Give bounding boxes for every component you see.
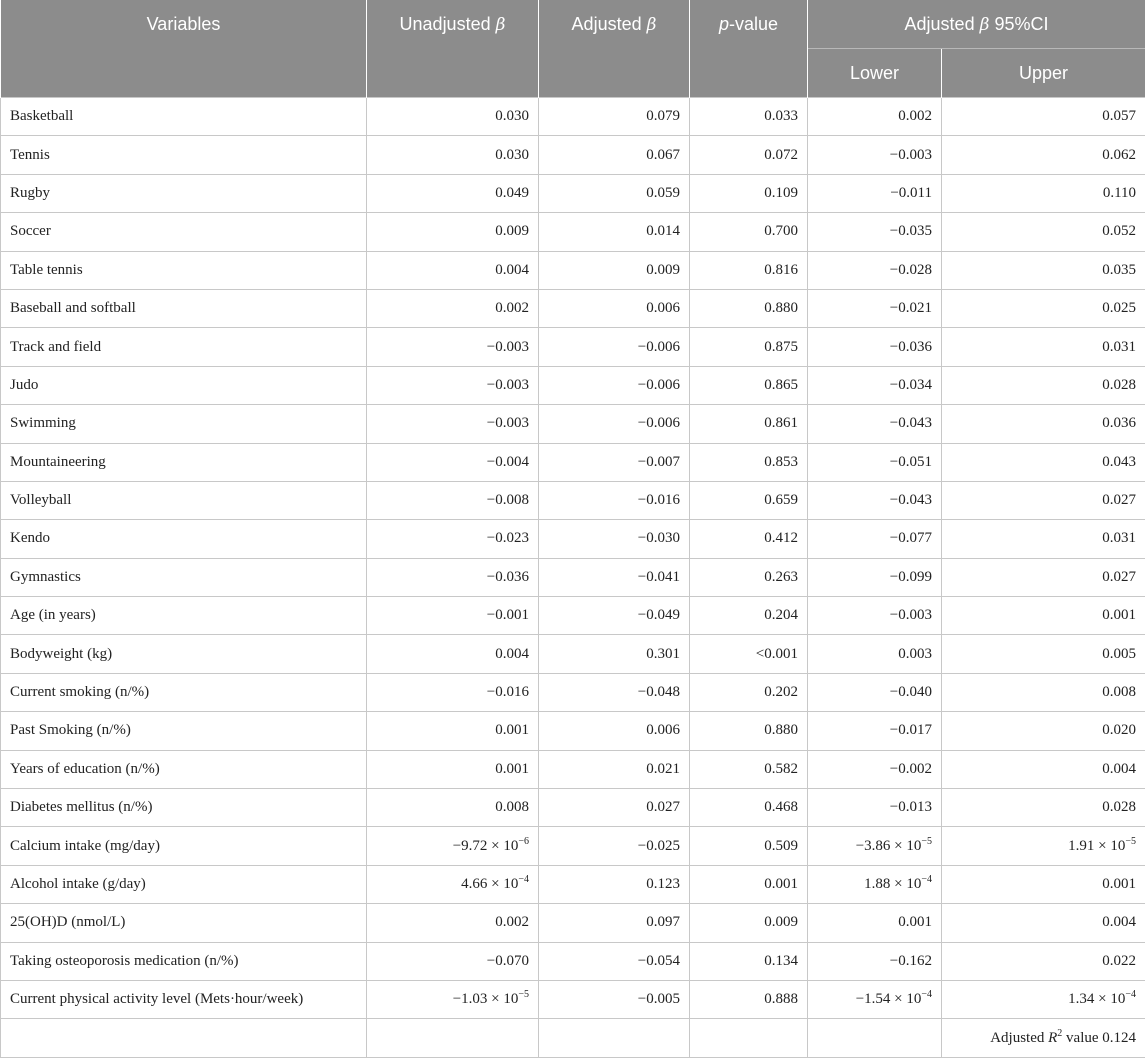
- cell-variable: Current smoking (n/%): [1, 673, 367, 711]
- cell-variable: Swimming: [1, 405, 367, 443]
- cell-variable: Volleyball: [1, 481, 367, 519]
- cell-ci-upper: 0.031: [942, 520, 1145, 558]
- cell-p-value: 0.509: [690, 827, 808, 865]
- cell-ci-lower: −0.043: [808, 481, 942, 519]
- cell-adjusted-beta: 0.059: [539, 174, 690, 212]
- cell-ci-upper: 0.031: [942, 328, 1145, 366]
- cell-p-value: 0.204: [690, 597, 808, 635]
- cell-variable: Past Smoking (n/%): [1, 712, 367, 750]
- cell-ci-upper: 0.005: [942, 635, 1145, 673]
- cell-unadjusted-beta: 0.009: [367, 213, 539, 251]
- cell-unadjusted-beta: −0.001: [367, 597, 539, 635]
- table-row: [1, 750, 1145, 788]
- cell-variable: Judo: [1, 366, 367, 404]
- cell-adjusted-beta: 0.067: [539, 136, 690, 174]
- cell-ci-upper: 0.001: [942, 597, 1145, 635]
- table-header: [1, 0, 1145, 98]
- cell-p-value: 0.880: [690, 289, 808, 327]
- cell-ci-lower: −0.040: [808, 673, 942, 711]
- cell-unadjusted-beta: 0.001: [367, 750, 539, 788]
- cell-variable: Mountaineering: [1, 443, 367, 481]
- cell-variable: Current physical activity level (Mets·hour/week): [1, 980, 367, 1018]
- cell-ci-lower: −0.077: [808, 520, 942, 558]
- table-row: [1, 865, 1145, 903]
- header-adjusted-beta: Adjusted β: [539, 0, 690, 98]
- cell-variable: Baseball and softball: [1, 289, 367, 327]
- cell-unadjusted-beta: 0.030: [367, 136, 539, 174]
- cell-adjusted-beta: −0.005: [539, 980, 690, 1018]
- header-variables: Variables: [1, 0, 367, 98]
- cell-unadjusted-beta: $-9.72 \times 10^{-6}$: [367, 827, 539, 865]
- cell-ci-lower: 0.001: [808, 904, 942, 942]
- cell-ci-upper: 0.057: [942, 98, 1145, 136]
- cell-variable: Diabetes mellitus (n/%): [1, 789, 367, 827]
- cell-unadjusted-beta: $-1.03 \times 10^{-5}$: [367, 980, 539, 1018]
- cell-adjusted-beta: −0.030: [539, 520, 690, 558]
- cell-adjusted-beta: 0.009: [539, 251, 690, 289]
- cell-adjusted-beta: 0.123: [539, 865, 690, 903]
- cell-ci-lower: 0.002: [808, 98, 942, 136]
- table-row: [1, 712, 1145, 750]
- footer-cell-empty: [539, 1019, 690, 1058]
- cell-ci-lower: −0.011: [808, 174, 942, 212]
- cell-ci-upper: $1.34 \times 10^{-4}$: [942, 980, 1145, 1018]
- beta-symbol: β: [646, 15, 657, 35]
- footer-cell-empty: [1, 1019, 367, 1058]
- cell-ci-upper: 0.008: [942, 673, 1145, 711]
- header-unadjusted-beta: Unadjusted β: [367, 0, 539, 98]
- cell-p-value: 0.009: [690, 904, 808, 942]
- cell-ci-lower: −0.021: [808, 289, 942, 327]
- cell-adjusted-beta: 0.021: [539, 750, 690, 788]
- table-row: [1, 673, 1145, 711]
- beta-symbol: β: [495, 15, 506, 35]
- cell-variable: Calcium intake (mg/day): [1, 827, 367, 865]
- cell-ci-upper: 0.022: [942, 942, 1145, 980]
- table-row: [1, 213, 1145, 251]
- cell-p-value: 0.861: [690, 405, 808, 443]
- cell-ci-lower: −0.043: [808, 405, 942, 443]
- cell-unadjusted-beta: 0.030: [367, 98, 539, 136]
- cell-ci-upper: 0.004: [942, 904, 1145, 942]
- cell-p-value: 0.109: [690, 174, 808, 212]
- table-footer-row: [1, 1019, 1145, 1058]
- cell-p-value: 0.865: [690, 366, 808, 404]
- cell-adjusted-beta: 0.301: [539, 635, 690, 673]
- table-row: [1, 597, 1145, 635]
- cell-unadjusted-beta: 0.004: [367, 635, 539, 673]
- cell-p-value: 0.888: [690, 980, 808, 1018]
- cell-variable: Basketball: [1, 98, 367, 136]
- cell-unadjusted-beta: −0.070: [367, 942, 539, 980]
- cell-variable: 25(OH)D (nmol/L): [1, 904, 367, 942]
- beta-symbol: β: [979, 14, 990, 35]
- cell-variable: Taking osteoporosis medication (n/%): [1, 942, 367, 980]
- table-row: [1, 827, 1145, 865]
- cell-adjusted-beta: 0.097: [539, 904, 690, 942]
- cell-unadjusted-beta: −0.004: [367, 443, 539, 481]
- cell-adjusted-beta: 0.014: [539, 213, 690, 251]
- cell-unadjusted-beta: 0.002: [367, 904, 539, 942]
- cell-unadjusted-beta: −0.003: [367, 405, 539, 443]
- cell-ci-upper: 0.028: [942, 789, 1145, 827]
- cell-p-value: <0.001: [690, 635, 808, 673]
- cell-ci-upper: 0.027: [942, 481, 1145, 519]
- cell-adjusted-beta: −0.048: [539, 673, 690, 711]
- cell-p-value: 0.202: [690, 673, 808, 711]
- cell-ci-upper: $1.91 \times 10^{-5}$: [942, 827, 1145, 865]
- cell-variable: Soccer: [1, 213, 367, 251]
- cell-p-value: 0.263: [690, 558, 808, 596]
- cell-unadjusted-beta: −0.023: [367, 520, 539, 558]
- cell-ci-lower: −0.051: [808, 443, 942, 481]
- header-adjusted-beta-ci: Adjusted β 95%CI: [808, 0, 1145, 49]
- cell-variable: Bodyweight (kg): [1, 635, 367, 673]
- table-row: [1, 789, 1145, 827]
- cell-unadjusted-beta: 0.049: [367, 174, 539, 212]
- cell-variable: Table tennis: [1, 251, 367, 289]
- cell-variable: Years of education (n/%): [1, 750, 367, 788]
- cell-ci-lower: −0.017: [808, 712, 942, 750]
- cell-ci-lower: −0.003: [808, 597, 942, 635]
- table-row: [1, 520, 1145, 558]
- table-body: [1, 98, 1145, 1058]
- table-row: [1, 289, 1145, 327]
- cell-adjusted-beta: 0.006: [539, 289, 690, 327]
- cell-p-value: 0.412: [690, 520, 808, 558]
- cell-unadjusted-beta: 0.002: [367, 289, 539, 327]
- cell-variable: Rugby: [1, 174, 367, 212]
- table-row: [1, 904, 1145, 942]
- cell-variable: Kendo: [1, 520, 367, 558]
- footer-cell-empty: [808, 1019, 942, 1058]
- cell-ci-upper: 0.062: [942, 136, 1145, 174]
- adjusted-r2-value: Adjusted $R^2$ value 0.124: [942, 1019, 1145, 1058]
- cell-p-value: 0.001: [690, 865, 808, 903]
- cell-unadjusted-beta: 0.008: [367, 789, 539, 827]
- table-row: [1, 481, 1145, 519]
- cell-unadjusted-beta: −0.003: [367, 328, 539, 366]
- cell-ci-lower: −0.099: [808, 558, 942, 596]
- cell-adjusted-beta: 0.079: [539, 98, 690, 136]
- cell-ci-lower: −0.028: [808, 251, 942, 289]
- cell-ci-lower: −0.002: [808, 750, 942, 788]
- cell-adjusted-beta: 0.006: [539, 712, 690, 750]
- cell-adjusted-beta: −0.041: [539, 558, 690, 596]
- cell-unadjusted-beta: 0.001: [367, 712, 539, 750]
- cell-unadjusted-beta: −0.036: [367, 558, 539, 596]
- cell-adjusted-beta: −0.006: [539, 328, 690, 366]
- table-row: [1, 980, 1145, 1018]
- header-lower: Lower: [808, 49, 942, 98]
- cell-ci-upper: 0.035: [942, 251, 1145, 289]
- cell-ci-lower: 0.003: [808, 635, 942, 673]
- cell-ci-upper: 0.004: [942, 750, 1145, 788]
- cell-adjusted-beta: −0.054: [539, 942, 690, 980]
- cell-variable: Track and field: [1, 328, 367, 366]
- cell-p-value: 0.659: [690, 481, 808, 519]
- cell-ci-lower: $-1.54 \times 10^{-4}$: [808, 980, 942, 1018]
- table-row: [1, 366, 1145, 404]
- cell-p-value: 0.853: [690, 443, 808, 481]
- cell-ci-upper: 0.027: [942, 558, 1145, 596]
- cell-variable: Gymnastics: [1, 558, 367, 596]
- cell-ci-lower: $-3.86 \times 10^{-5}$: [808, 827, 942, 865]
- table-row: [1, 405, 1145, 443]
- footer-cell-empty: [690, 1019, 808, 1058]
- cell-variable: Age (in years): [1, 597, 367, 635]
- cell-adjusted-beta: −0.006: [539, 405, 690, 443]
- cell-p-value: 0.468: [690, 789, 808, 827]
- cell-p-value: 0.582: [690, 750, 808, 788]
- cell-adjusted-beta: −0.025: [539, 827, 690, 865]
- table-row: [1, 136, 1145, 174]
- cell-p-value: 0.700: [690, 213, 808, 251]
- cell-ci-upper: 0.028: [942, 366, 1145, 404]
- header-p-value: p-value: [690, 0, 808, 98]
- cell-ci-upper: 0.110: [942, 174, 1145, 212]
- cell-ci-lower: −0.162: [808, 942, 942, 980]
- cell-ci-lower: −0.035: [808, 213, 942, 251]
- cell-ci-upper: 0.001: [942, 865, 1145, 903]
- cell-p-value: 0.033: [690, 98, 808, 136]
- table-row: [1, 443, 1145, 481]
- cell-adjusted-beta: −0.016: [539, 481, 690, 519]
- header-upper: Upper: [942, 49, 1145, 98]
- cell-p-value: 0.816: [690, 251, 808, 289]
- cell-adjusted-beta: −0.007: [539, 443, 690, 481]
- cell-p-value: 0.880: [690, 712, 808, 750]
- cell-p-value: 0.072: [690, 136, 808, 174]
- cell-ci-upper: 0.052: [942, 213, 1145, 251]
- cell-ci-upper: 0.025: [942, 289, 1145, 327]
- table-row: [1, 98, 1145, 136]
- cell-unadjusted-beta: −0.008: [367, 481, 539, 519]
- cell-ci-upper: 0.036: [942, 405, 1145, 443]
- cell-adjusted-beta: 0.027: [539, 789, 690, 827]
- cell-unadjusted-beta: $4.66 \times 10^{-4}$: [367, 865, 539, 903]
- table-row: [1, 328, 1145, 366]
- cell-ci-lower: −0.013: [808, 789, 942, 827]
- cell-p-value: 0.134: [690, 942, 808, 980]
- cell-ci-lower: −0.036: [808, 328, 942, 366]
- cell-ci-lower: −0.034: [808, 366, 942, 404]
- cell-unadjusted-beta: −0.003: [367, 366, 539, 404]
- cell-unadjusted-beta: 0.004: [367, 251, 539, 289]
- cell-variable: Tennis: [1, 136, 367, 174]
- table-row: [1, 251, 1145, 289]
- cell-p-value: 0.875: [690, 328, 808, 366]
- table-row: [1, 635, 1145, 673]
- table-row: [1, 942, 1145, 980]
- table-row: [1, 558, 1145, 596]
- cell-ci-upper: 0.020: [942, 712, 1145, 750]
- cell-ci-lower: −0.003: [808, 136, 942, 174]
- footer-cell-empty: [367, 1019, 539, 1058]
- cell-ci-upper: 0.043: [942, 443, 1145, 481]
- table-row: [1, 174, 1145, 212]
- cell-adjusted-beta: −0.006: [539, 366, 690, 404]
- cell-variable: Alcohol intake (g/day): [1, 865, 367, 903]
- cell-ci-lower: $1.88 \times 10^{-4}$: [808, 865, 942, 903]
- cell-adjusted-beta: −0.049: [539, 597, 690, 635]
- cell-unadjusted-beta: −0.016: [367, 673, 539, 711]
